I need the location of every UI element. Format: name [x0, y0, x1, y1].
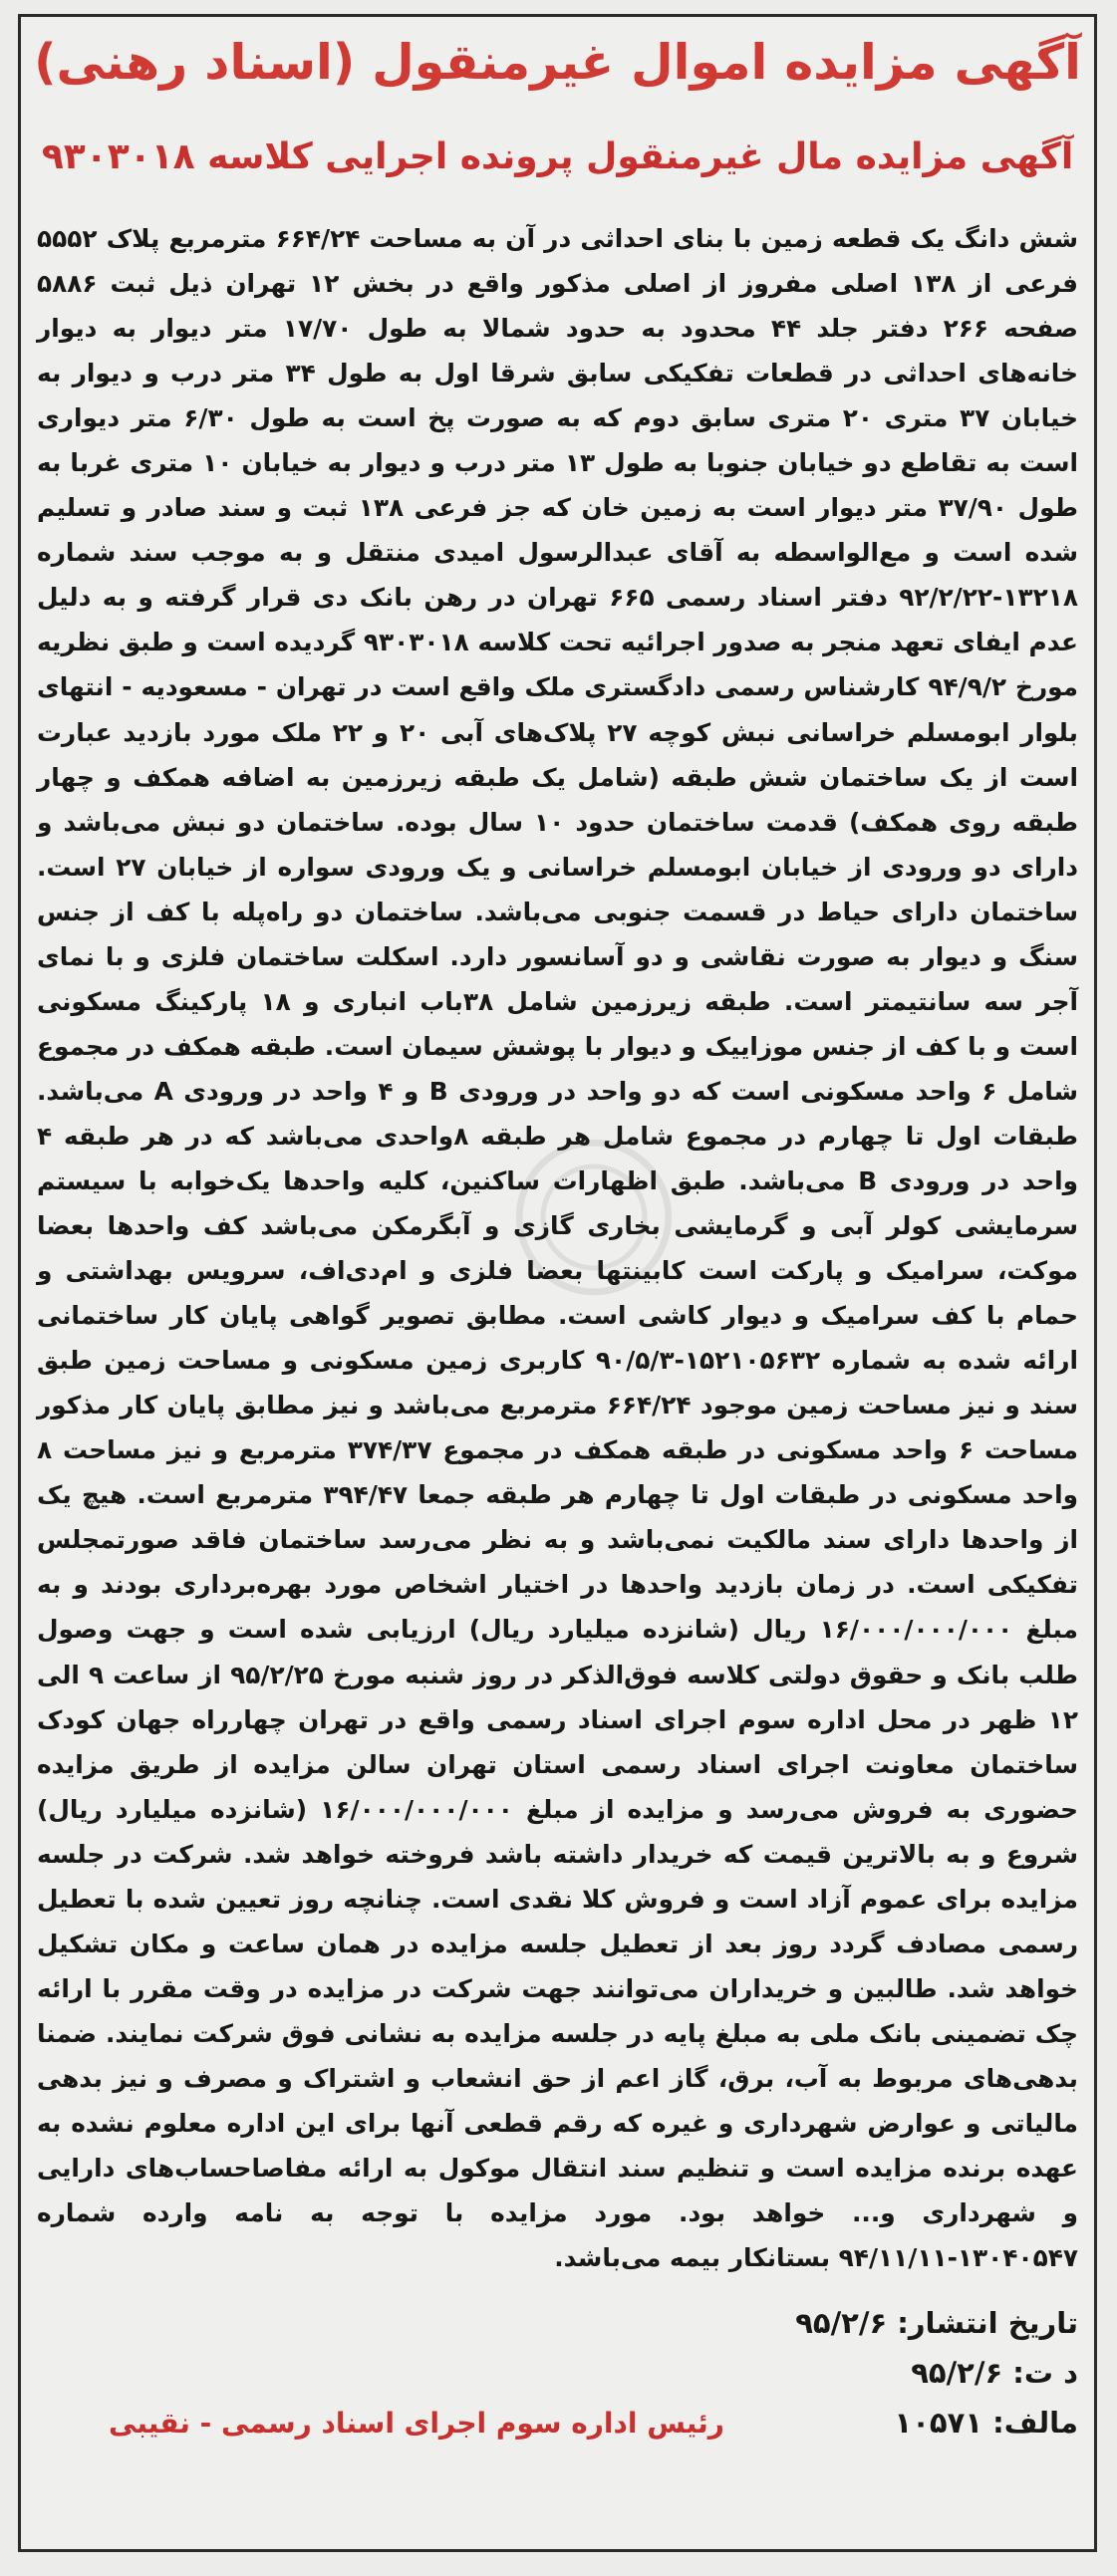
notice-main-title: آگهی مزایده اموال غیرمنقول (اسناد رهنی)	[34, 34, 1081, 91]
notice-footer	[39, 2298, 1078, 2447]
notice-body-text: شش دانگ یک قطعه زمین با بنای احداثی در آن به مساحت ۶۶۴/۲۴ مترمربع پلاک ۵۵۵۲ فرعی از ۱۳۸ اصلی مفروز از اصلی مذکور واقع در بخش ۱۲ تهران ذیل ثبت ۵۸۸۶ صفحه ۲۶۶ دفتر جلد ۴۴ محدود به حدود شمالا به طول ۱۷/۷۰ متر دیوار به دیوار خانه‌های احداثی در قطعات تفکیکی سابق شرقا اول به طول ۳۴ متر درب و دیوار به خیابان ۳۷ متری ۲۰ متری سابق دوم که به صورت پخ است به طول ۶/۳۰ متر دیواری است به تقاطع دو خیابان جنوبا به طول ۱۳ متر درب و دیوار به خیابان ۱۰ متری غربا به طول ۳۷/۹۰ متر دیوار است به زمین خان که جز فرعی ۱۳۸ ثبت و سند صادر و تسلیم شده است و مع‌الواسطه به آقای عبدالرسول امیدی منتقل و به موجب سند شماره ۱۳۲۱۸-۹۲/۲/۲۲ دفتر اسناد رسمی ۶۶۵ تهران در رهن بانک دی قرار گرفته و به دلیل عدم ایفای تعهد منجر به صدور اجرائیه تحت کلاسه ۹۳۰۳۰۱۸ گردیده است و طبق نظریه مورخ ۹۴/۹/۲ کارشناس رسمی دادگستری ملک واقع است در تهران - مسعودیه - انتهای بلوار ابومسلم خراسانی نبش کوچه ۲۷ پلاک‌های آبی ۲۰ و ۲۲ ملک مورد بازدید عبارت است از یک ساختمان شش طبقه (شامل یک طبقه زیرزمین به اضافه همکف و چهار طبقه روی همکف) قدمت ساختمان حدود ۱۰ سال بوده. ساختمان دو نبش می‌باشد و دارای دو ورودی از خیابان ابومسلم خراسانی و یک ورودی سواره از خیابان ۲۷ است. ساختمان دارای حیاط در قسمت جنوبی می‌باشد. ساختمان دو راه‌پله با کف از جنس سنگ و دیوار به صورت نقاشی و دو آسانسور دارد. اسکلت ساختمان فلزی و با نمای آجر سه سانتیمتر است. طبقه زیرزمین شامل ۳۸باب انباری و ۱۸ پارکینگ مسکونی است و با کف از جنس موزاییک و دیوار با پوشش سیمان است. طبقه همکف در مجموع شامل ۶ واحد مسکونی است که دو واحد در ورودی B و ۴ واحد در ورودی A می‌باشد. طبقات اول تا چهارم در مجموع شامل هر طبقه ۸واحدی می‌باشد که در هر طبقه ۴ واحد در ورودی B می‌باشد. طبق اظهارات ساکنین، کلیه واحدها یک‌خوابه با سیستم سرمایشی کولر آبی و گرمایشی بخاری گازی و آبگرمکن می‌باشد کف واحدها بعضا موکت، سرامیک و پارکت است کابینتها بعضا فلزی و ام‌دی‌اف، سرویس بهداشتی و حمام با کف سرامیک و دیوار کاشی است. مطابق تصویر گواهی پایان کار ساختمانی ارائه شده به شماره ۱۵۲۱۰۵۶۳۲-۹۰/۵/۳ کاربری زمین مسکونی و مساحت زمین طبق سند و نیز مساحت زمین موجود ۶۶۴/۲۴ مترمربع می‌باشد و نیز مطابق پایان کار مذکور مساحت ۶ واحد مسکونی در طبقه همکف در مجموع ۳۷۴/۳۷ مترمربع و نیز مساحت ۸ واحد مسکونی در طبقات اول تا چهارم هر طبقه جمعا ۳۹۴/۴۷ مترمربع است. هیچ یک از واحدها دارای سند مالکیت نمی‌باشد و به نظر می‌رسد ساختمان فاقد صورتمجلس تفکیکی است. در زمان بازدید واحدها در اختیار اشخاص مورد بهره‌برداری بودند و به مبلغ ۱۶/۰۰۰/۰۰۰/۰۰۰ ریال (شانزده میلیارد ریال) ارزیابی شده است و جهت وصول طلب بانک و حقوق دولتی کلاسه فوق‌الذکر در روز شنبه مورخ ۹۵/۲/۲۵ از ساعت ۹ الی ۱۲ ظهر در محل اداره سوم اجرای اسناد رسمی واقع در تهران چهارراه جهان کودک ساختمان معاونت اجرای اسناد رسمی استان تهران سالن مزایده از طریق مزایده حضوری به فروش می‌رسد و مزایده از مبلغ ۱۶/۰۰۰/۰۰۰/۰۰۰ (شانزده میلیارد ریال) شروع و به بالاترین قیمت که خریدار داشته باشد فروخته خواهد شد. شرکت در جلسه مزایده برای عموم آزاد است و فروش کلا نقدی است. چنانچه روز تعیین شده با تعطیل رسمی مصادف گردد روز بعد از تعطیل جلسه مزایده در همان ساعت و مکان تشکیل خواهد شد. طالبین و خریداران می‌توانند جهت شرکت در مزایده در وقت مقرر با ارائه چک تضمینی بانک ملی به مبلغ پایه در جلسه مزایده به نشانی فوق شرکت نمایند. ضمنا بدهی‌های مربوط به آب، برق، گاز اعم از حق انشعاب و اشتراک و مصرف و نیز بدهی مالیاتی و عوارض شهرداری و غیره که رقم قطعی آنها برای این اداره معلوم نشده به عهده برنده مزایده است و تنظیم سند انتقال موکول به ارائه مفاصاحساب‌های دارایی و شهرداری و... خواهد بود. مورد مزایده با توجه به نامه وارده شماره ۱۳۰۴۰۵۴۷-۹۴/۱۱/۱۱ بستانکار بیمه می‌باشد.	[37, 224, 1079, 2273]
notice-header	[31, 27, 1084, 194]
notice-sub-title: آگهی مزایده مال غیرمنقول پرونده اجرایی کلاسه ۹۳۰۳۰۱۸	[41, 136, 1074, 177]
malef-number: مالف: ۱۰۵۷۱	[894, 2406, 1078, 2440]
footer-row-signature	[39, 2398, 1078, 2447]
footer-row-publish	[39, 2298, 1078, 2348]
dt-date: د ت: ۹۵/۲/۶	[911, 2356, 1078, 2390]
publish-date: تاریخ انتشار: ۹۵/۲/۶	[795, 2306, 1078, 2340]
footer-row-dt	[39, 2348, 1078, 2398]
notice-frame	[18, 14, 1097, 2552]
signatory-name: رئیس اداره سوم اجرای اسناد رسمی - نقیبی	[109, 2407, 724, 2440]
